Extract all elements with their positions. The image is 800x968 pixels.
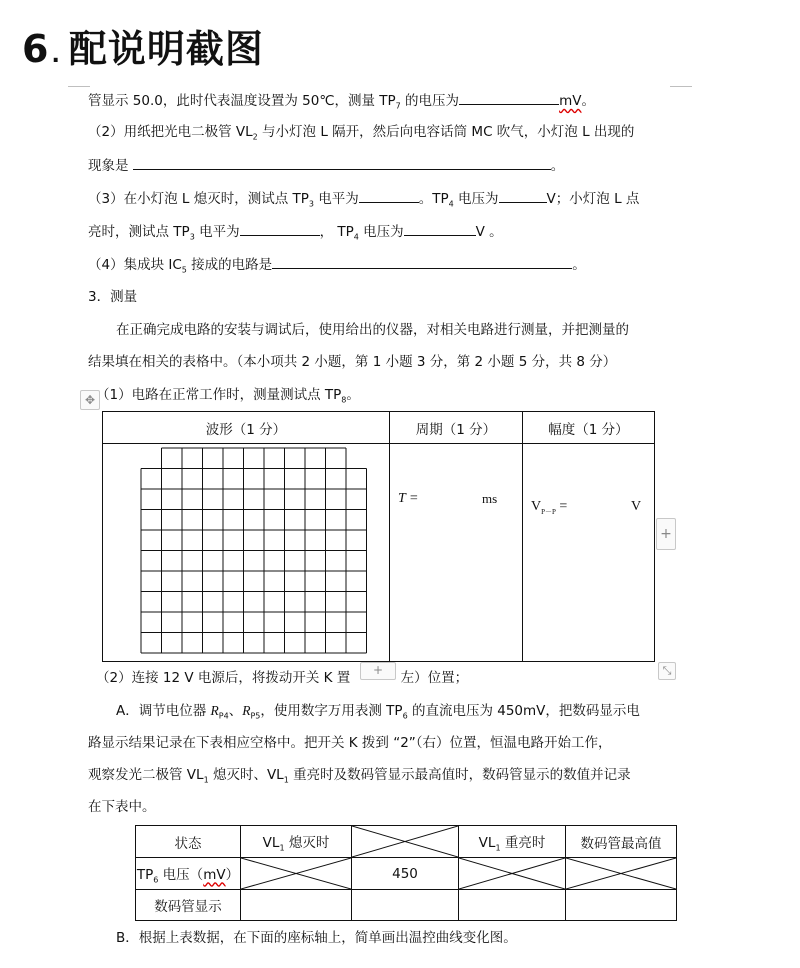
page-corner-mark-left (68, 80, 90, 87)
line-6: （4）集成块 $IC_5$ 接成的电路是 。 (88, 254, 586, 281)
display-on-value[interactable] (459, 890, 566, 921)
page-heading (22, 18, 264, 73)
blank-tp3-level-on[interactable] (240, 221, 320, 236)
blank-phenomenon[interactable] (133, 155, 551, 170)
add-column-button[interactable]: + (656, 518, 676, 550)
blank-tp4-voltage-on[interactable] (404, 221, 476, 236)
line-8: 在正确完成电路的安装与调试后，使用给出的仪器，对相关电路进行测量，并把测量的 (116, 322, 629, 338)
waveform-cell[interactable] (103, 444, 390, 662)
heading-number: 6 (22, 27, 50, 71)
display-max-value[interactable] (566, 890, 677, 921)
line-4: （3）在小灯泡 L 熄灭时，测试点 $TP_3$ 电平为 。$TP_4$ 电压为 V；小灯泡 L 点 (88, 188, 639, 215)
amplitude-cell[interactable] (523, 444, 655, 662)
line-11: （2）连接 12 V 电源后，将拨动开关 K 置 左）位置； (96, 670, 469, 686)
amplitude-label: $V_{P-P}$ = (531, 499, 568, 516)
line-5: 亮时，测试点 $TP_3$ 电平为 ， $TP_4$ 电压为 V 。 (88, 221, 503, 248)
line-1: 管显示 50.0，此时代表温度设置为 50℃，测量 $TP_7$ 的电压为 mV。 (88, 90, 595, 117)
display-off-value[interactable] (241, 890, 352, 921)
line-9: 结果填在相关的表格中。（本小项共 2 小题，第 1 小题 3 分，第 2 小题 5 分，共 8 分） (88, 354, 617, 370)
line-14: 观察发光二极管 $VL_1$ 熄灭时、$VL_1$ 重亮时及数码管显示最高值时，数码管显示的数值并记录 (88, 767, 631, 785)
page-corner-mark-right (670, 80, 692, 87)
period-label: T = (398, 491, 419, 506)
row-tp6-label: $TP_6$ 电压（mV） (136, 858, 241, 890)
crossed-cell-header (352, 826, 459, 858)
crossed-cell (459, 858, 566, 890)
line-3: 现象是 。 (88, 155, 564, 176)
header-period: 周期（1 分） (390, 412, 523, 444)
row-display-label: 数码管显示 (136, 890, 241, 921)
table-resize-handle[interactable]: ⤡ (658, 662, 676, 680)
header-amplitude: 幅度（1 分） (523, 412, 655, 444)
blank-tp3-level-off[interactable] (359, 188, 419, 203)
blank-tp7-voltage[interactable] (459, 90, 559, 105)
line-13: 路显示结果记录在下表相应空格中。把开关 K 拨到 “2”（右）位置，恒温电路开始工作， (88, 735, 612, 751)
line-16: B．根据上表数据，在下面的座标轴上，简单画出温控曲线变化图。 (116, 930, 517, 946)
blank-tp4-voltage-off[interactable] (499, 188, 547, 203)
header-vl1-off: $VL_1$ 熄灭时 (241, 826, 352, 858)
display-450-value[interactable] (352, 890, 459, 921)
period-cell[interactable] (390, 444, 523, 662)
line-10: （1）电路在正常工作时，测量测试点 $TP_8$。 (96, 387, 360, 405)
header-vl1-on: $VL_1$ 重亮时 (459, 826, 566, 858)
header-state: 状态 (136, 826, 241, 858)
header-display-max: 数码管最高值 (566, 826, 677, 858)
tp6-voltage-value[interactable]: 450 (352, 858, 459, 890)
line-2: （2）用纸把光电二极管 $VL_2$ 与小灯泡 L 隔开，然后向电容话筒 MC 吹气，小灯泡 L 出现的 (88, 124, 635, 142)
add-row-button[interactable]: + (360, 662, 396, 680)
line-12: A．调节电位器 $R_{P4}$、$R_{P5}$，使用数字万用表测 $TP_6$ 的直流电压为 450mV，把数码显示电 (116, 703, 640, 721)
oscilloscope-grid (103, 445, 389, 661)
measurement-table (135, 825, 677, 921)
waveform-table (102, 411, 655, 662)
blank-ic5-circuit[interactable] (272, 254, 572, 269)
amplitude-unit: V (631, 499, 642, 514)
section-3-title: 3．测量 (88, 289, 138, 305)
crossed-cell (566, 858, 677, 890)
period-unit: ms (482, 491, 498, 506)
table-move-handle[interactable]: ✥ (80, 390, 100, 410)
heading-text: 配说明截图 (68, 27, 264, 71)
line-15: 在下表中。 (88, 799, 156, 815)
header-waveform: 波形（1 分） (103, 412, 390, 444)
crossed-cell (241, 858, 352, 890)
heading-dot: . (51, 43, 61, 68)
